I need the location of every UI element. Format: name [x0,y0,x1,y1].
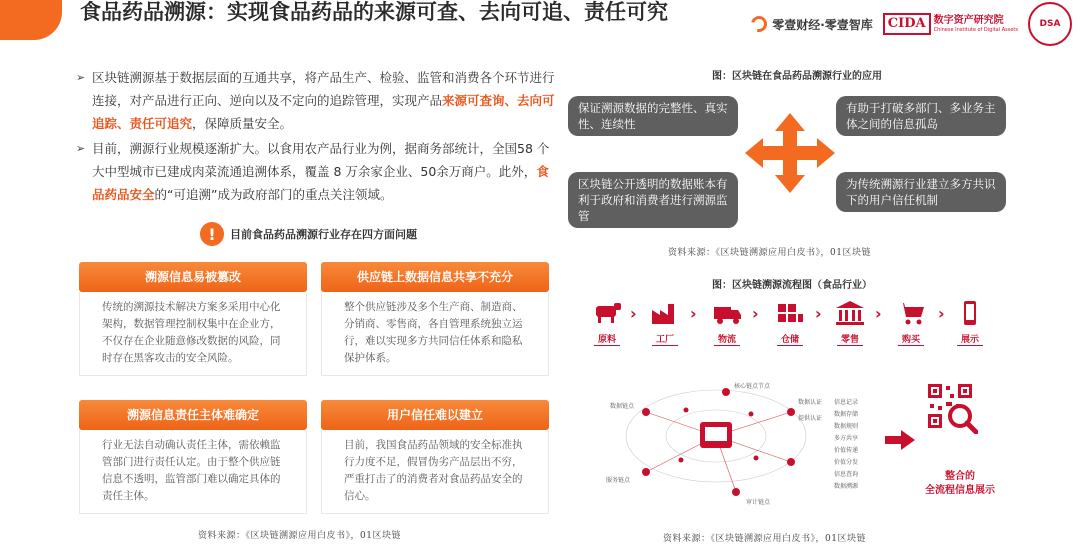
network-right-label: 价值分发 [834,459,859,466]
flow-step-warehouse [775,300,805,346]
cart-icon [896,300,926,326]
flow-step-display [955,300,985,346]
bullet-1-highlight: 来源可查询、去向可追踪、责任可追究 [92,93,555,131]
warehouse-icon [775,300,805,326]
benefit-pill-4: 为传统溯源行业建立多方共识下的用户信任机制 [836,172,1006,212]
logo-bar [751,2,1072,46]
network-label: 数据链点 [610,403,635,410]
blockchain-network-diagram [586,372,886,512]
flow-step-label: 原料 [594,332,620,346]
network-right-label: 数据存储 [834,411,859,418]
flow-arrow-icon: › [815,304,822,323]
page-title: 食品药品溯源：实现食品药品的来源可查、去向可追、责任可究 [80,0,668,24]
problems-heading [200,222,417,246]
problem-card-body: 目前，我国食品药品领域的安全标准执行力度不足，假冒伪劣产品层出不穷，严重打击了的消费者对食品药品安全的信心。 [321,430,549,514]
benefit-pill-1: 保证溯源数据的完整性、真实性、连续性 [568,96,738,136]
flow-arrow-icon: › [690,304,697,323]
problem-card-title: 供应链上数据信息共享不充分 [321,262,549,292]
cida-logo-cn: 数字资产研究院 [933,14,1004,26]
cida-logo-box: CIDA [883,13,931,35]
result-caption-text: 整合的 全流程信息展示 [925,471,995,496]
problem-card-1 [79,262,307,376]
problem-card-title: 溯源信息责任主体难确定 [79,400,307,430]
problem-card-title: 用户信任难以建立 [321,400,549,430]
phone-icon [955,300,985,326]
factory-icon [650,300,680,326]
network-right-label: 信息查询 [834,471,859,478]
network-right-label: 信息记录 [834,399,859,406]
bullet-1-tail: ，保障质量安全。 [192,116,293,131]
network-right-label: 价值传递 [834,447,859,454]
flow-arrow-icon: › [752,304,759,323]
network-label: 核心链点节点 [734,383,771,390]
dsa-seal-logo [1028,2,1072,46]
flow-step-label: 零售 [837,332,863,346]
dsa-seal-text: DSA [1039,19,1061,29]
four-way-arrow-icon [745,113,835,193]
cow-icon [592,300,622,326]
problem-card-2 [321,262,549,376]
flow-step-label: 购买 [898,332,924,346]
store-icon [835,300,865,326]
title-accent-tab [0,0,62,40]
flow-arrow-icon: › [630,304,637,323]
problem-card-3 [79,400,307,514]
bullet-2-highlight: 食品药品安全 [92,164,549,202]
problem-card-body: 传统的溯源技术解决方案多采用中心化架构，数据管理控制权集中在企业方，不仅存在企业随意修改数据的风险，同时存在黑客攻击的安全风险。 [79,292,307,376]
problem-card-body: 行业无法自动确认责任主体，需依赖监管部门进行责任认定。由于整个供应链信息不透明，监管部门难以确定具体的责任主体。 [79,430,307,514]
flow-step-factory [650,300,680,346]
flow-step-label: 工厂 [652,332,678,346]
lingyi-logo-text: 零壹财经·零壹智库 [772,17,873,32]
network-label: 数据认证 [798,399,823,406]
truck-icon [712,300,742,326]
problem-card-4 [321,400,549,514]
flow-step-label: 物流 [714,332,740,346]
figure1-title: 图：区块链在食品药品溯源行业的应用 [712,71,882,82]
bullet-2-tail: 的“可追溯”成为政府部门的重点关注领域。 [154,187,393,202]
lingyi-mark-icon [748,13,770,35]
network-label: 提供认证 [798,415,823,422]
bullet-2-text: 目前，溯源行业规模逐渐扩大。以食用农产品行业为例，据商务部统计，全国58 个大中型城市已建成肉菜流通追溯体系，覆盖 8 万余家企业、50余万商户。此外， [92,141,550,179]
source-note-right-top: 资料来源：《区块链溯源应用白皮书》，01区块链 [668,248,871,258]
cida-logo-en: Chinese Institute of Digital Assets [933,26,1018,33]
source-note-right-bottom: 资料来源：《区块链溯源应用白皮书》，01区块链 [663,534,866,544]
network-right-label: 多方共享 [834,435,859,442]
bullet-1-text: 区块链溯源基于数据层面的互通共享，将产品生产、检验、监管和消费各个环节进行连接，对产品进行正向、逆向以及不定向的追踪管理，实现产品 [92,70,555,108]
network-right-label: 数据溯源 [834,483,859,490]
problems-heading-text: 目前食品药品溯源行业存在四方面问题 [230,228,417,241]
flow-step-raw [592,300,622,346]
bullet-item-2 [78,137,556,206]
qr-code-magnifier-icon [928,384,978,434]
flow-step-purchase [896,300,926,346]
problem-card-body: 整个供应链涉及多个生产商、制造商、分销商、零售商，各自管理系统独立运行，难以实现多方共同信任体系和隐私保护体系。 [321,292,549,376]
network-right-label: 数据规则 [834,423,859,430]
arrow-right-icon [885,430,915,450]
lingyi-logo [751,16,873,33]
flow-step-label: 仓储 [777,332,803,346]
flow-arrow-icon: › [938,304,945,323]
network-label: 审计链点 [746,499,771,506]
bullet-list [78,66,556,208]
problem-card-title: 溯源信息易被篡改 [79,262,307,292]
figure2-title: 图：区块链溯源流程图（食品行业） [712,280,872,291]
bullet-item-1 [78,66,556,135]
exclamation-icon: ! [200,222,224,246]
flow-step-retail [835,300,865,346]
benefit-pill-3: 区块链公开透明的数据账本有利于政府和消费者进行溯源监管 [568,172,738,228]
benefit-pill-2: 有助于打破多部门、多业务主体之间的信息孤岛 [836,96,1006,136]
flow-step-label: 展示 [957,332,983,346]
source-note-left: 资料来源：《区块链溯源应用白皮书》，01区块链 [198,531,401,541]
result-caption [920,470,1000,498]
cida-logo [883,13,1018,35]
flow-arrow-icon: › [875,304,882,323]
flow-step-logistics [712,300,742,346]
network-label: 服务链点 [606,477,631,484]
